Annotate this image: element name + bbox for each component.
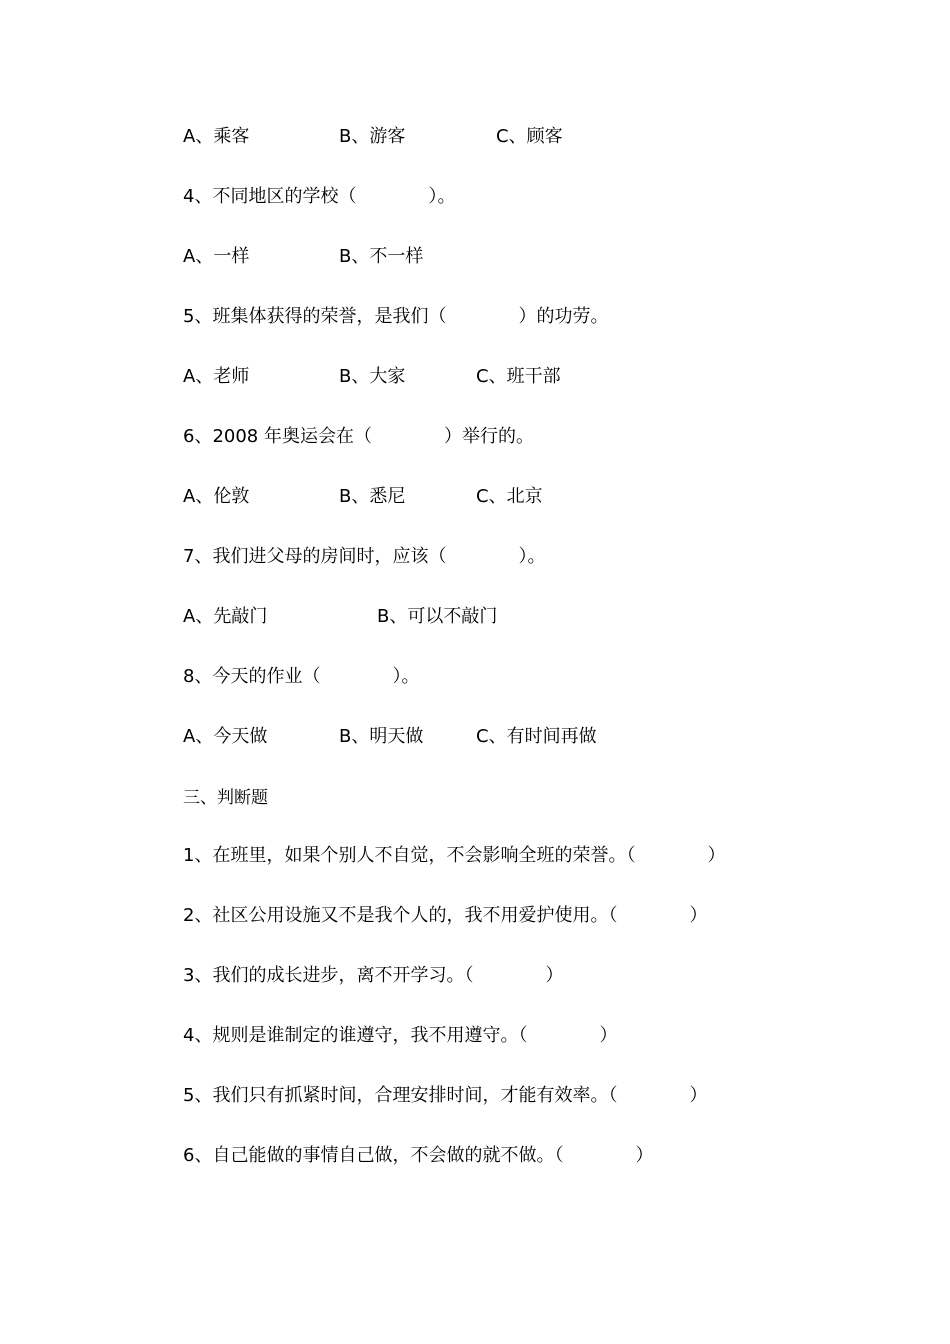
q3-option-a: A、乘客 xyxy=(183,126,250,147)
q8-option-b: B、明天做 xyxy=(339,726,424,747)
tf-item-3: 3、我们的成长进步，离不开学习。（ ） xyxy=(183,965,564,986)
q4-option-b: B、不一样 xyxy=(339,246,424,267)
tf-item-5: 5、我们只有抓紧时间，合理安排时间，才能有效率。（ ） xyxy=(183,1085,708,1106)
q4-text: 4、不同地区的学校（ ）。 xyxy=(183,186,456,207)
q7-option-a: A、先敲门 xyxy=(183,606,268,627)
section3-title: 三、判断题 xyxy=(183,788,268,808)
q5-option-b: B、大家 xyxy=(339,366,406,387)
q6-option-b: B、悉尼 xyxy=(339,486,406,507)
q4-option-a: A、一样 xyxy=(183,246,250,267)
q8-text: 8、今天的作业（ ）。 xyxy=(183,666,420,687)
tf-item-1: 1、在班里，如果个别人不自觉，不会影响全班的荣誉。（ ） xyxy=(183,845,726,866)
q5-option-a: A、老师 xyxy=(183,366,250,387)
q6-option-a: A、伦敦 xyxy=(183,486,250,507)
q3-option-b: B、游客 xyxy=(339,126,406,147)
tf-item-6: 6、自己能做的事情自己做，不会做的就不做。（ ） xyxy=(183,1145,654,1166)
q5-text: 5、班集体获得的荣誉，是我们（ ）的功劳。 xyxy=(183,306,609,327)
tf-item-2: 2、社区公用设施又不是我个人的，我不用爱护使用。（ ） xyxy=(183,905,708,926)
q7-text: 7、我们进父母的房间时，应该（ ）。 xyxy=(183,546,546,567)
tf-item-4: 4、规则是谁制定的谁遵守，我不用遵守。（ ） xyxy=(183,1025,618,1046)
q7-option-b: B、可以不敲门 xyxy=(377,606,498,627)
q8-option-a: A、今天做 xyxy=(183,726,268,747)
q3-option-c: C、顾客 xyxy=(496,126,563,147)
q6-text: 6、2008 年奥运会在（ ）举行的。 xyxy=(183,426,534,447)
q5-option-c: C、班干部 xyxy=(476,366,561,387)
q8-option-c: C、有时间再做 xyxy=(476,726,597,747)
q6-option-c: C、北京 xyxy=(476,486,543,507)
